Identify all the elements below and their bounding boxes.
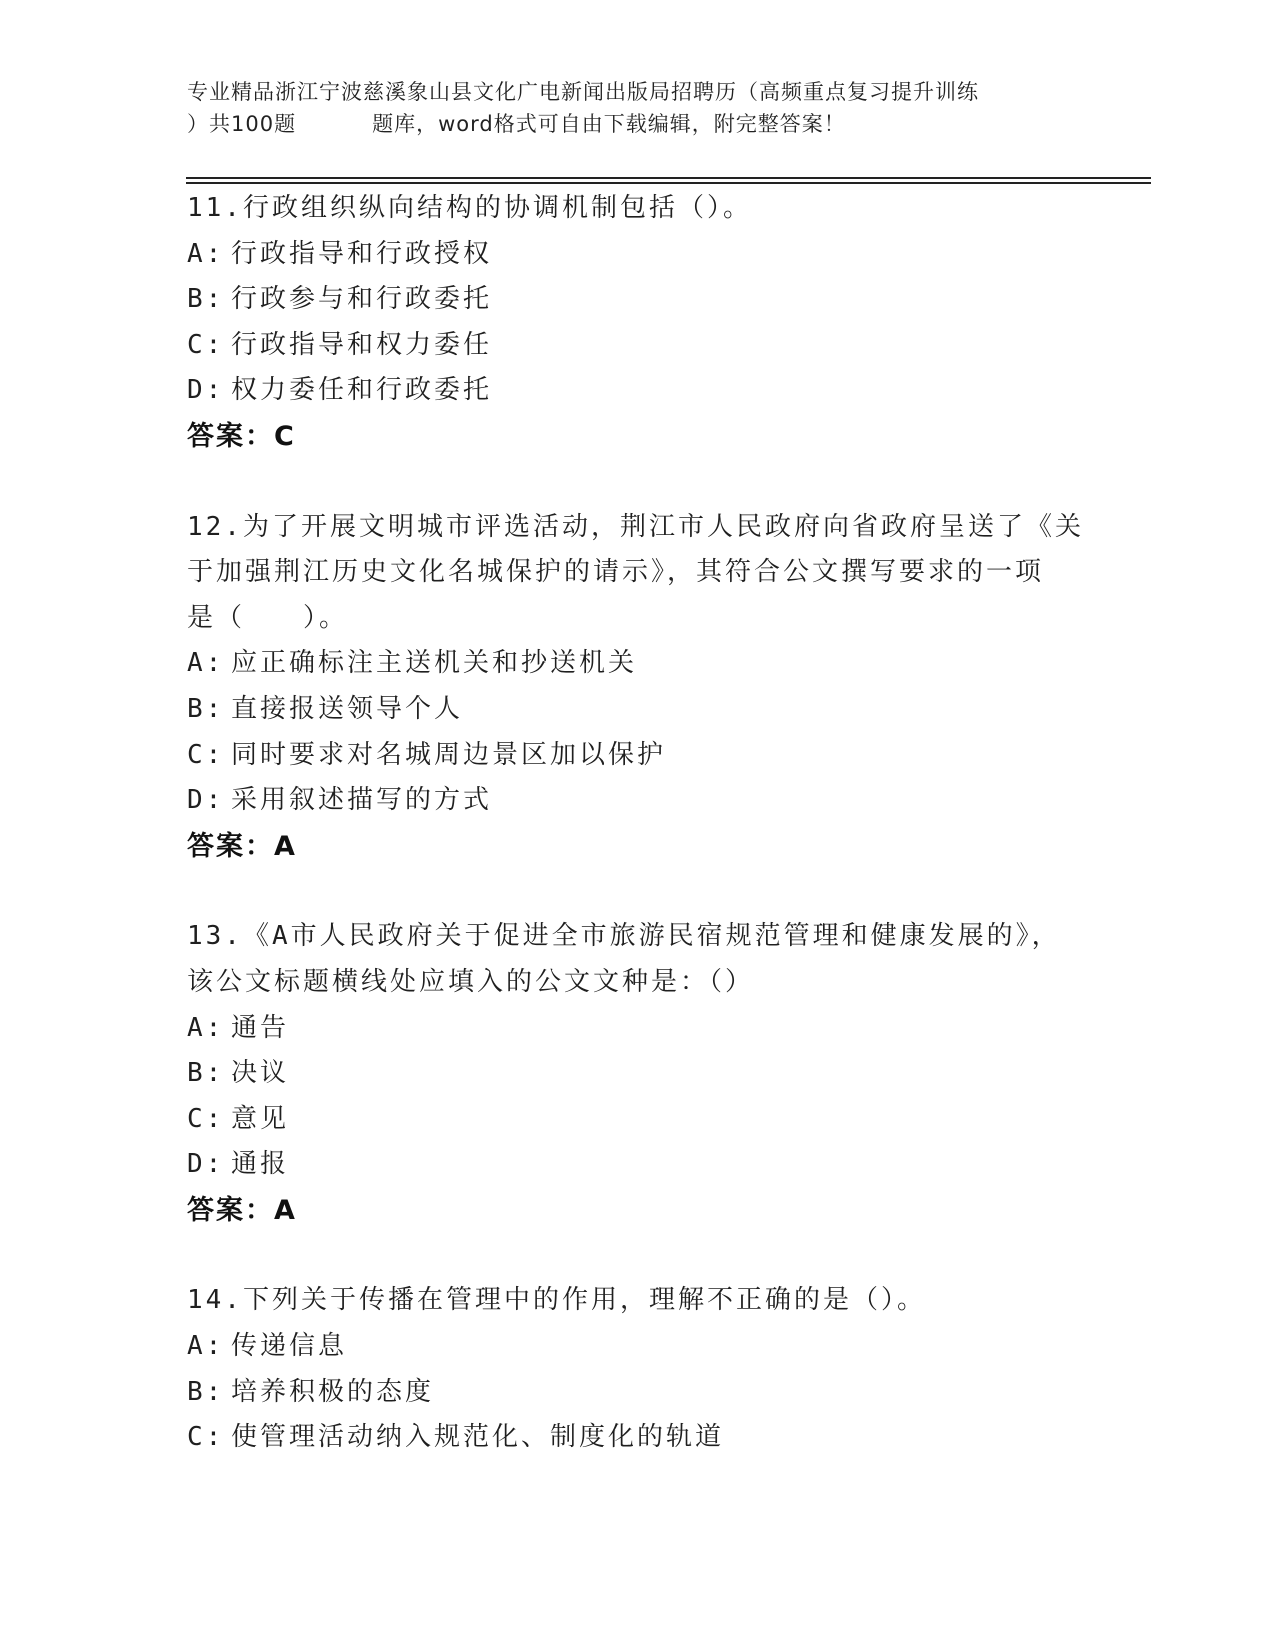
question-text-line-3: 是（ ）。: [187, 602, 349, 633]
option-text: 权力委任和行政委托: [231, 375, 493, 406]
option-text: 培养积极的态度: [231, 1376, 435, 1407]
header-line-1: 专业精品浙江宁波慈溪象山县文化广电新闻出版局招聘历（高频重点复习提升训练: [187, 80, 979, 104]
option-letter: C:: [187, 329, 225, 360]
option-c: [187, 1415, 1087, 1461]
question-list: [187, 186, 1087, 1461]
option-d: [187, 368, 1087, 414]
header-line-2: [187, 108, 1087, 140]
option-text: 意见: [231, 1103, 290, 1134]
option-letter: D:: [187, 375, 225, 406]
option-letter: C:: [187, 1103, 225, 1134]
option-text: 采用叙述描写的方式: [231, 785, 493, 816]
option-b: [187, 277, 1087, 323]
header-rule-thick: [186, 177, 1151, 179]
option-b: [187, 1051, 1087, 1097]
option-a: [187, 1324, 1087, 1370]
option-text: 直接报送领导个人: [231, 693, 464, 724]
option-b: [187, 1370, 1087, 1416]
answer: 答案：A: [187, 830, 297, 862]
answer: 答案：C: [187, 420, 296, 452]
page-header: [187, 76, 1087, 140]
option-a: [187, 641, 1087, 687]
option-letter: A:: [187, 1012, 225, 1043]
header-line-2-start: ）共100题: [187, 112, 297, 136]
option-b: [187, 687, 1087, 733]
question-11: [187, 186, 1087, 460]
option-c: [187, 323, 1087, 369]
option-d: [187, 778, 1087, 824]
question-12: [187, 505, 1087, 870]
option-text: 行政指导和权力委任: [231, 329, 493, 360]
option-letter: A:: [187, 238, 225, 269]
option-letter: B:: [187, 284, 225, 315]
option-letter: B:: [187, 1376, 225, 1407]
option-letter: B:: [187, 693, 225, 724]
header-rule-thin: [186, 182, 1151, 184]
option-text: 行政指导和行政授权: [231, 238, 493, 269]
option-letter: D:: [187, 785, 225, 816]
answer: 答案：A: [187, 1194, 297, 1226]
header-line-2-end: 题库，word格式可自由下载编辑，附完整答案！: [372, 112, 846, 136]
question-text-line-1: 13.《A市人民政府关于促进全市旅游民宿规范管理和健康发展的》，: [187, 921, 1061, 952]
option-c: [187, 733, 1087, 779]
option-a: [187, 1006, 1087, 1052]
option-letter: C:: [187, 1422, 225, 1453]
option-c: [187, 1097, 1087, 1143]
option-a: [187, 232, 1087, 278]
option-text: 通报: [231, 1149, 290, 1180]
question-text-line-1: 12.为了开展文明城市评选活动，荆江市人民政府向省政府呈送了《关: [187, 511, 1084, 542]
question-text: 14.下列关于传播在管理中的作用，理解不正确的是（）。: [187, 1285, 926, 1316]
option-text: 同时要求对名城周边景区加以保护: [231, 739, 667, 770]
option-letter: C:: [187, 739, 225, 770]
option-letter: A:: [187, 1331, 225, 1362]
question-13: [187, 914, 1087, 1233]
option-text: 行政参与和行政委托: [231, 284, 493, 315]
option-text: 应正确标注主送机关和抄送机关: [231, 648, 638, 679]
option-text: 使管理活动纳入规范化、制度化的轨道: [231, 1422, 725, 1453]
option-text: 传递信息: [231, 1331, 348, 1362]
question-14: [187, 1278, 1087, 1460]
option-d: [187, 1142, 1087, 1188]
question-text-line-2: 于加强荆江历史文化名城保护的请示》，其符合公文撰写要求的一项: [187, 557, 1045, 588]
option-text: 通告: [231, 1012, 290, 1043]
option-text: 决议: [231, 1058, 290, 1089]
option-letter: A:: [187, 648, 225, 679]
question-text-line-2: 该公文标题横线处应填入的公文文种是：（）: [187, 966, 755, 997]
option-letter: D:: [187, 1149, 225, 1180]
question-text: 11.行政组织纵向结构的协调机制包括（）。: [187, 193, 752, 223]
option-letter: B:: [187, 1058, 225, 1089]
